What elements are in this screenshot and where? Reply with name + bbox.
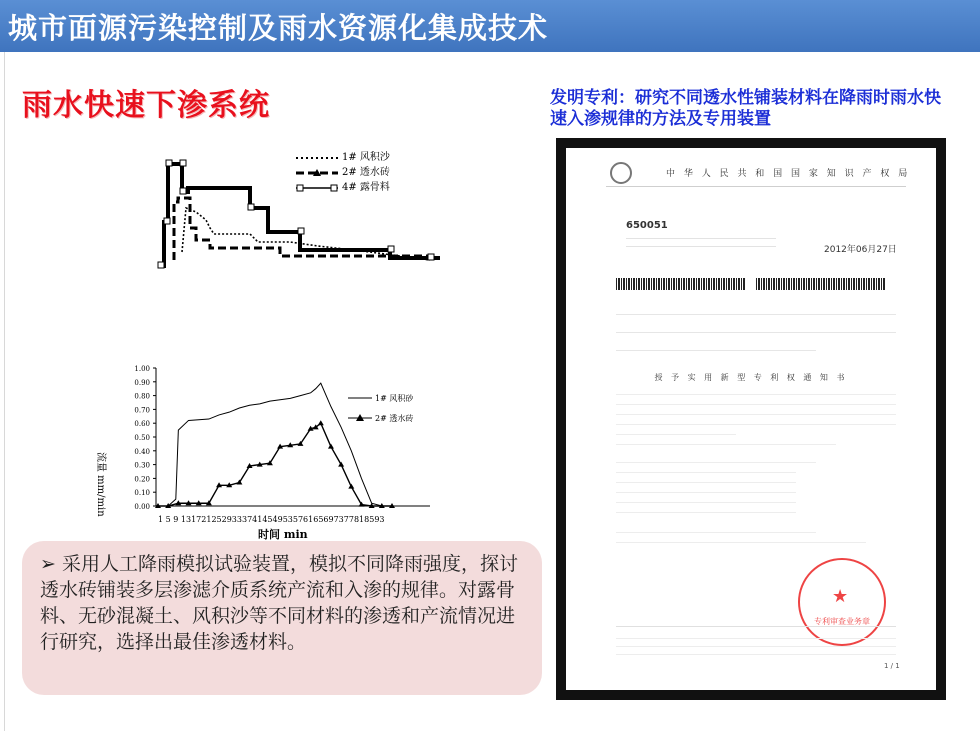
flow-time-chart [90, 360, 450, 525]
footer-line [616, 638, 896, 639]
chart2-legend [348, 393, 414, 423]
body-line [616, 414, 896, 415]
body-line [616, 532, 816, 533]
footer-line [616, 646, 896, 647]
body-line [616, 394, 896, 395]
series-2-point [348, 484, 354, 489]
body-line [616, 462, 816, 463]
document-number: 650051 [626, 220, 668, 231]
body-line [616, 434, 736, 435]
description-text [40, 551, 532, 655]
y-tick-label: 1.00 [134, 365, 150, 373]
legend-item [296, 150, 390, 165]
infiltration-chart-1 [150, 148, 440, 272]
y-tick-label: 0.60 [134, 420, 150, 429]
y-axis-label: 流量 mm/min [95, 452, 106, 517]
body-line [616, 492, 796, 493]
y-tick-label: 0.30 [134, 461, 150, 470]
legend-item [296, 180, 390, 195]
legend-dotted-line [296, 155, 338, 161]
barcode-right [756, 278, 886, 290]
form-line [616, 314, 896, 315]
series-2-point [338, 462, 344, 467]
page-number: 1 / 1 [884, 662, 900, 670]
document-header: 中 华 人 民 共 和 国 国 家 知 识 产 权 局 [666, 169, 911, 179]
header-rule [606, 186, 906, 187]
x-axis-label: 时间 min [258, 528, 308, 541]
description-body: 采用人工降雨模拟试验装置，模拟不同降雨强度，探讨透水砖铺装多层渗滤介质系统产流和入渗的规律。对露骨料、无砂混凝土、风积沙等不同材料的渗透和产流情况进行研究，选择出最佳渗透材料。 [40, 553, 518, 653]
chart2-series [155, 383, 395, 508]
official-seal [798, 558, 886, 646]
bullet-arrow-icon: ➢ [40, 553, 56, 575]
y-axis-ticks [134, 365, 156, 511]
body-line [616, 502, 796, 503]
form-line [616, 350, 816, 351]
body-line [616, 512, 796, 513]
legend-label: 1# 风积沙 [342, 152, 390, 163]
legend-item [296, 165, 390, 180]
y-tick-label: 0.50 [134, 434, 150, 442]
patent-title: 发明专利：研究不同透水性铺装材料在降雨时雨水快速入渗规律的方法及专用装置 [550, 88, 941, 129]
series-2-point [318, 420, 324, 425]
body-line [616, 542, 866, 543]
body-line [616, 424, 896, 425]
y-tick-label: 0.20 [134, 475, 150, 484]
footer-line [616, 654, 896, 655]
series-1-line [158, 383, 392, 506]
header-bar [0, 0, 980, 52]
legend-label: 2# 透水砖 [375, 414, 414, 423]
notice-title: 授 予 实 用 新 型 专 利 权 通 知 书 [654, 373, 848, 382]
y-tick-label: 0.70 [134, 406, 150, 415]
seal-star-icon: ★ [832, 586, 849, 607]
patent-document-page [566, 148, 936, 690]
legend-label: 2# 透水砖 [342, 167, 390, 178]
series-2-point [328, 444, 334, 449]
body-line [616, 482, 796, 483]
address-line [626, 238, 776, 239]
legend-label: 1# 风积砂 [375, 394, 414, 403]
y-tick-label: 0.00 [134, 503, 150, 511]
barcode-left [616, 278, 746, 290]
y-tick-label: 0.80 [134, 392, 150, 401]
x-tick-labels: 1 5 9 1317212529333741454953576165697377818593 [158, 515, 385, 524]
y-tick-label: 0.10 [134, 489, 150, 498]
address-line [626, 246, 776, 247]
page-title: 城市面源污染控制及雨水资源化集成技术 [8, 11, 549, 45]
chart1-legend [296, 150, 390, 195]
body-line [616, 404, 896, 405]
patent-document-image [556, 138, 946, 700]
footer-rule [616, 626, 896, 627]
body-line [616, 444, 836, 445]
legend-dashed-line [296, 168, 338, 178]
description-box [22, 541, 542, 695]
section-title: 雨水快速下渗系统 [22, 88, 270, 123]
form-line [616, 332, 896, 333]
body-line [616, 472, 796, 473]
document-date: 2012年06月27日 [824, 245, 897, 255]
cnipa-logo-icon [610, 162, 632, 184]
y-tick-label: 0.40 [134, 447, 150, 456]
series-2-point [358, 502, 364, 507]
y-tick-label: 0.90 [134, 378, 150, 387]
seal-text: 专利审查业务章 [814, 617, 870, 626]
left-divider [4, 52, 5, 731]
legend-solid-line [296, 183, 338, 193]
legend-label: 4# 露骨料 [342, 182, 390, 193]
